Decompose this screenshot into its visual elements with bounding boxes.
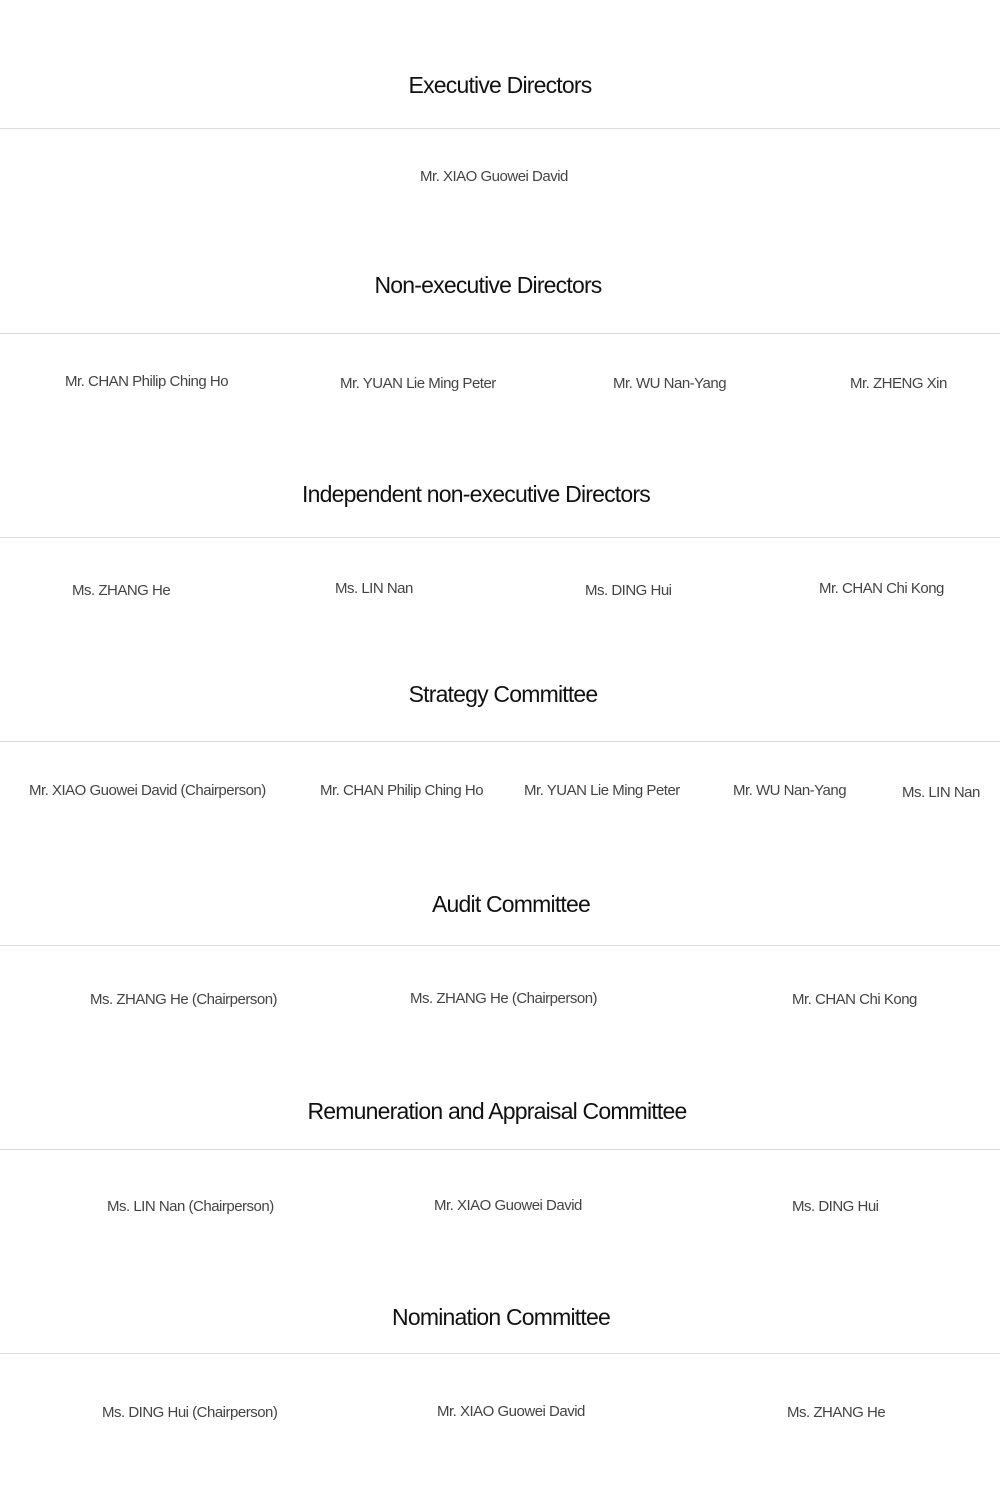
- member-name: Mr. XIAO Guowei David: [437, 1403, 585, 1420]
- member-name: Ms. DING Hui (Chairperson): [102, 1404, 278, 1421]
- member-name: Ms. DING Hui: [792, 1198, 879, 1215]
- section-title: Executive Directors: [408, 72, 592, 98]
- member-name: Ms. ZHANG He (Chairperson): [410, 990, 598, 1007]
- divider: [0, 537, 1000, 538]
- member-name: Mr. XIAO Guowei David (Chairperson): [29, 782, 266, 799]
- member-name: Ms. ZHANG He: [72, 582, 171, 599]
- member-name: Mr. WU Nan-Yang: [613, 375, 727, 392]
- member-name: Mr. ZHENG Xin: [850, 375, 947, 392]
- member-name: Mr. YUAN Lie Ming Peter: [524, 782, 680, 799]
- member-name: Mr. CHAN Chi Kong: [819, 580, 944, 597]
- member-name: Ms. LIN Nan: [902, 784, 980, 801]
- member-name: Ms. ZHANG He (Chairperson): [90, 991, 278, 1008]
- member-name: Ms. LIN Nan: [335, 580, 413, 597]
- divider: [0, 1353, 1000, 1354]
- section-title: Remuneration and Appraisal Committee: [307, 1098, 687, 1124]
- member-name: Mr. YUAN Lie Ming Peter: [340, 375, 496, 392]
- divider: [0, 128, 1000, 129]
- section-title: Independent non-executive Directors: [302, 481, 650, 507]
- member-name: Mr. XIAO Guowei David: [434, 1197, 582, 1214]
- member-name: Mr. XIAO Guowei David: [420, 168, 568, 185]
- divider: [0, 333, 1000, 334]
- section-title: Non-executive Directors: [374, 272, 602, 298]
- member-name: Ms. LIN Nan (Chairperson): [107, 1198, 274, 1215]
- member-name: Mr. WU Nan-Yang: [733, 782, 847, 799]
- member-name: Ms. ZHANG He: [787, 1404, 886, 1421]
- divider: [0, 945, 1000, 946]
- member-name: Ms. DING Hui: [585, 582, 672, 599]
- divider: [0, 1149, 1000, 1150]
- section-title: Strategy Committee: [408, 681, 598, 707]
- member-name: Mr. CHAN Philip Ching Ho: [65, 373, 229, 390]
- section-title: Nomination Committee: [392, 1304, 610, 1330]
- member-name: Mr. CHAN Chi Kong: [792, 991, 917, 1008]
- section-title: Audit Committee: [431, 891, 590, 917]
- divider: [0, 741, 1000, 742]
- member-name: Mr. CHAN Philip Ching Ho: [320, 782, 484, 799]
